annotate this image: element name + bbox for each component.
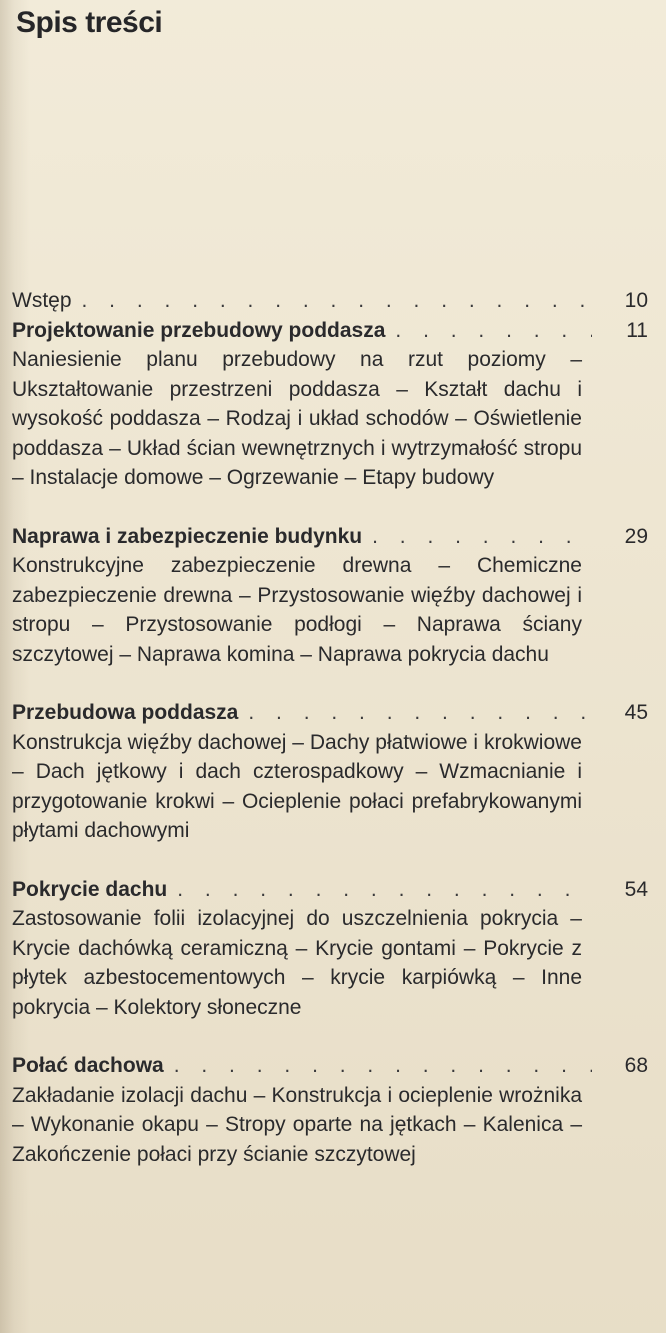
toc-entry-head xyxy=(12,698,652,728)
toc-entry-description: Zakładanie izolacji dachu – Konstrukcja i ocieplenie wrożnika – Wykonanie okapu – Stropy oparte na jętkach – Kalenica – Zakończenie połaci przy ścianie szczytowej xyxy=(12,1083,582,1166)
toc-entry-head xyxy=(12,875,652,905)
toc-page-number: 10 xyxy=(624,289,648,312)
toc-page-number: 68 xyxy=(624,1054,648,1077)
toc-entry-title: Wstęp xyxy=(12,289,72,312)
page-title: Spis treści xyxy=(16,6,163,39)
toc-entry-intro xyxy=(12,286,652,316)
toc-page-number: 29 xyxy=(624,524,648,548)
toc-entry-title: Przebudowa poddasza xyxy=(12,701,239,724)
toc-entry-head xyxy=(12,316,652,346)
toc-entry-title: Projektowanie przebudowy poddasza xyxy=(12,318,386,342)
toc-entry-design xyxy=(12,316,652,493)
toc-entry-roofing xyxy=(12,875,652,1023)
toc-entry-description: Konstrukcja więźby dachowej – Dachy płatwiowe i krokwiowe – Dach jętkowy i dach czterospadkowy – Wzmacnianie i przygotowanie krokwi – Ocieplenie połaci prefabrykowanymi płytami dachowymi xyxy=(12,730,582,842)
dot-leader xyxy=(167,875,592,905)
dot-leader xyxy=(238,698,592,728)
dot-leader xyxy=(385,316,592,346)
toc-page-number: 54 xyxy=(624,877,648,901)
toc-page-number: 45 xyxy=(624,701,648,724)
toc-page-number: 11 xyxy=(626,318,648,342)
toc-entry-title: Połać dachowa xyxy=(12,1054,164,1077)
toc-entry-head xyxy=(12,522,652,552)
table-of-contents xyxy=(12,286,652,1169)
toc-entry-description: Zastosowanie folii izolacyjnej do uszczelnienia pokrycia – Krycie dachówką ceramiczną – Krycie gontami – Pokrycie z płytek azbestocementowych – krycie karpiówką – Inne pokrycia – Kolektory słoneczne xyxy=(12,907,582,1019)
toc-entry-title: Pokrycie dachu xyxy=(12,877,168,901)
toc-entry-roof-slope xyxy=(12,1051,652,1169)
dot-leader xyxy=(164,1051,592,1081)
toc-entry-description: Naniesienie planu przebudowy na rzut poziomy – Ukształtowanie przestrzeni poddasza – Kształt dachu i wysokość poddasza – Rodzaj i układ schodów – Oświetlenie poddasza – Układ ścian wewnętrznych i wytrzymałość stropu – Instalacje domowe – Ogrzewanie – Etapy budowy xyxy=(12,348,582,489)
dot-leader xyxy=(72,286,592,316)
dot-leader xyxy=(362,522,592,552)
toc-entry-head xyxy=(12,1051,652,1081)
toc-entry-rebuild xyxy=(12,698,652,846)
toc-entry-repair xyxy=(12,522,652,670)
toc-entry-description: Konstrukcyjne zabezpieczenie drewna – Chemiczne zabezpieczenie drewna – Przystosowanie więźby dachowej i stropu – Przystosowanie podłogi – Naprawa ściany szczytowej – Naprawa komina – Naprawa pokrycia dachu xyxy=(12,554,582,666)
toc-entry-title: Naprawa i zabezpieczenie budynku xyxy=(12,524,363,548)
toc-entry-head xyxy=(12,286,652,316)
